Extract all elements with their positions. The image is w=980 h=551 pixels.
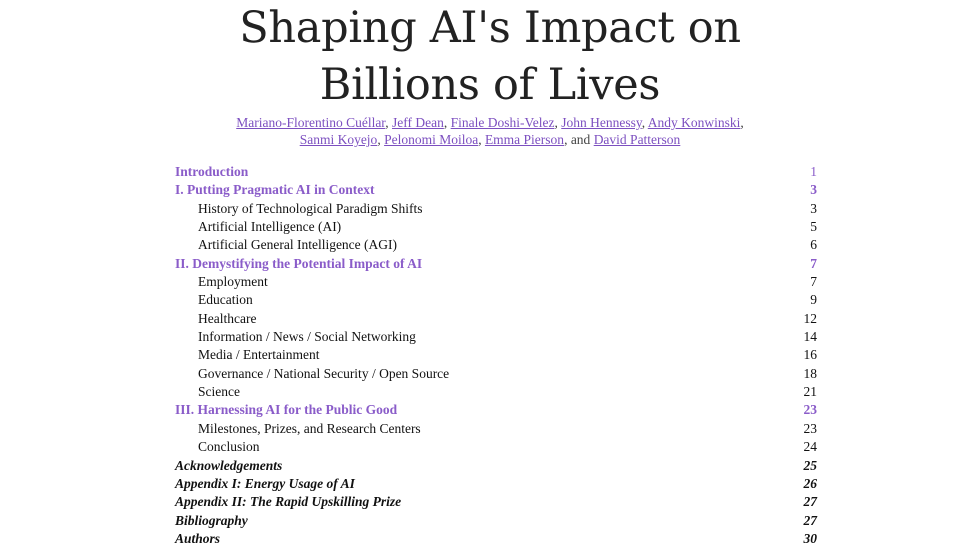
toc-entry-label: Education (198, 292, 253, 308)
toc-entry[interactable] (175, 493, 817, 511)
toc-entry-label: III. Harnessing AI for the Public Good (175, 402, 398, 418)
toc-entry[interactable] (175, 365, 817, 383)
author-separator: , (641, 115, 648, 130)
author-separator: , (443, 115, 451, 130)
author-separator: , and (564, 132, 594, 147)
toc-entry-label: Acknowledgements (175, 457, 283, 473)
toc-page-number: 24 (803, 439, 817, 455)
toc-page-number: 27 (803, 494, 817, 510)
toc-page-number: 21 (803, 384, 817, 400)
toc-entry[interactable] (175, 383, 817, 401)
toc-entry[interactable] (175, 255, 817, 273)
toc-entry[interactable] (175, 420, 817, 438)
table-of-contents (175, 163, 817, 548)
toc-entry[interactable] (175, 530, 817, 548)
author-separator: , (377, 132, 385, 147)
toc-entry-label: Information / News / Social Networking (198, 329, 416, 345)
author-link[interactable]: Finale Doshi-Velez (450, 115, 555, 130)
toc-entry-label: Bibliography (175, 512, 248, 528)
author-link[interactable]: Sanmi Koyejo (299, 132, 378, 147)
toc-entry[interactable] (175, 163, 817, 181)
toc-entry-label: Milestones, Prizes, and Research Centers (198, 420, 421, 436)
toc-page-number: 23 (803, 420, 817, 436)
toc-entry-label: Governance / National Security / Open Source (198, 365, 450, 381)
toc-page-number: 7 (810, 255, 817, 271)
toc-entry[interactable] (175, 181, 817, 199)
toc-entry-label: Healthcare (198, 310, 257, 326)
toc-entry-label: Employment (198, 274, 268, 290)
toc-page-number: 18 (803, 365, 817, 381)
toc-page-number: 1 (810, 164, 817, 179)
author-separator: , (385, 115, 393, 130)
title-line-1: Shaping AI's Impact on (239, 3, 741, 53)
toc-entry[interactable] (175, 328, 817, 346)
toc-page-number: 25 (803, 457, 817, 473)
author-link[interactable]: David Patterson (593, 132, 681, 147)
author-link[interactable]: Jeff Dean (392, 115, 444, 130)
toc-entry-label: Artificial Intelligence (AI) (198, 219, 342, 235)
author-link[interactable]: Emma Pierson (484, 132, 565, 147)
toc-page-number: 3 (810, 200, 817, 216)
author-separator: , (554, 115, 562, 130)
title-line-2: Billions of Lives (319, 60, 661, 110)
page-title (0, 0, 980, 114)
author-list (0, 114, 980, 148)
toc-entry[interactable] (175, 475, 817, 493)
toc-entry-label: Artificial General Intelligence (AGI) (198, 237, 398, 253)
author-separator: , (478, 132, 485, 147)
toc-entry[interactable] (175, 291, 817, 309)
toc-entry[interactable] (175, 236, 817, 254)
toc-page-number: 27 (803, 512, 817, 528)
toc-entry[interactable] (175, 401, 817, 419)
toc-entry[interactable] (175, 512, 817, 530)
toc-entry-label: I. Putting Pragmatic AI in Context (175, 182, 375, 198)
toc-page-number: 6 (810, 237, 817, 253)
author-link[interactable]: Andy Konwinski (647, 115, 741, 130)
toc-entry-label: II. Demystifying the Potential Impact of AI (175, 255, 423, 271)
toc-page-number: 3 (810, 182, 817, 198)
toc-entry-label: Authors (175, 530, 221, 546)
toc-page-number: 26 (803, 475, 817, 491)
author-separator: , (740, 115, 744, 130)
toc-page-number: 16 (803, 347, 817, 363)
toc-entry[interactable] (175, 457, 817, 475)
toc-entry-label: Media / Entertainment (198, 347, 320, 363)
toc-entry[interactable] (175, 273, 817, 291)
toc-entry-label: Appendix I: Energy Usage of AI (175, 475, 355, 491)
toc-entry[interactable] (175, 310, 817, 328)
toc-entry[interactable] (175, 218, 817, 236)
toc-entry-label: History of Technological Paradigm Shifts (198, 200, 423, 216)
author-link[interactable]: Pelonomi Moiloa (384, 132, 479, 147)
toc-entry-label: Appendix II: The Rapid Upskilling Prize (175, 494, 402, 510)
toc-page-number: 5 (810, 219, 817, 235)
toc-entry-label: Introduction (175, 164, 249, 179)
toc-page-number: 23 (803, 402, 817, 418)
toc-entry[interactable] (175, 438, 817, 456)
toc-page-number: 9 (810, 292, 817, 308)
toc-entry-label: Science (198, 384, 240, 400)
toc-entry[interactable] (175, 346, 817, 364)
toc-entry[interactable] (175, 200, 817, 218)
author-link[interactable]: John Hennessy (561, 115, 642, 130)
toc-page-number: 12 (803, 310, 817, 326)
toc-page-number: 14 (803, 329, 817, 345)
toc-page-number: 30 (803, 530, 817, 546)
toc-entry-label: Conclusion (198, 439, 260, 455)
toc-page-number: 7 (810, 274, 817, 290)
author-link[interactable]: Mariano-Florentino Cuéllar (236, 115, 386, 130)
